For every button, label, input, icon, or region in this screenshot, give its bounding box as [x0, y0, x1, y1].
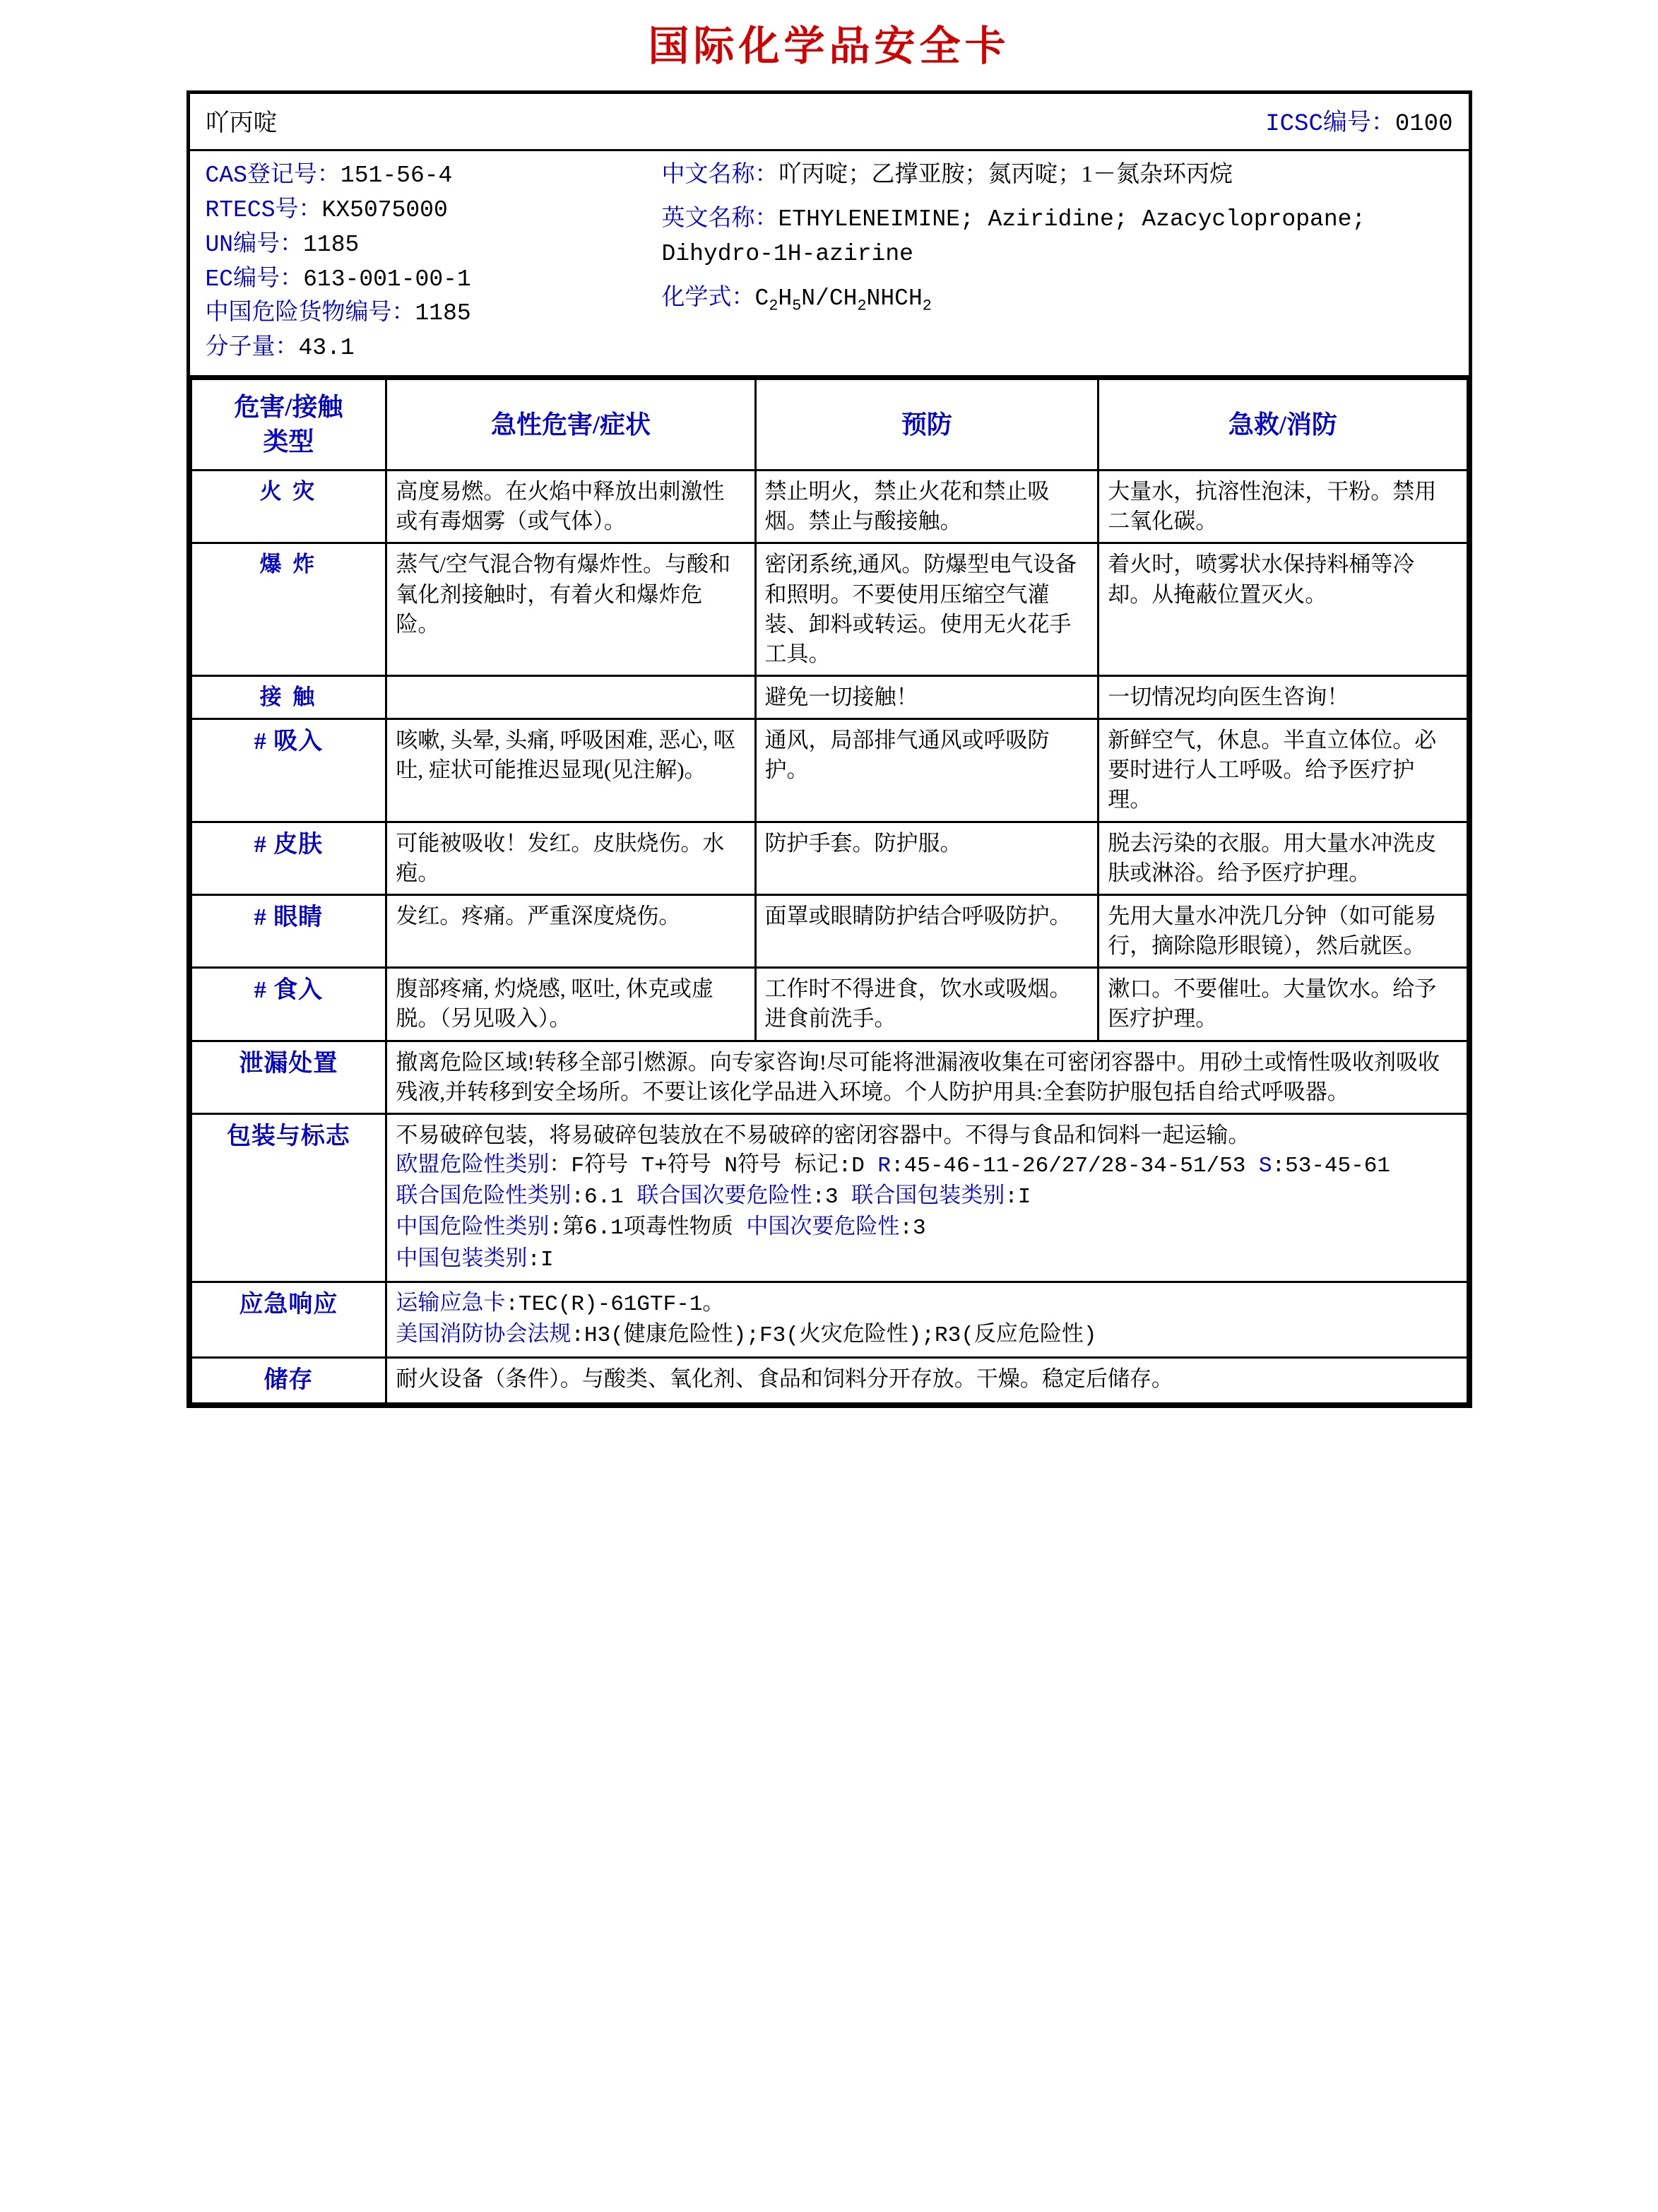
english-name-row: [662, 202, 1456, 271]
icsc-card: [186, 90, 1472, 1408]
identifier-block: [190, 151, 1469, 378]
segment: 运输应急卡: [396, 1291, 506, 1317]
cell-inhalation-firstaid: 新鲜空气，休息。半直立体位。必要时进行人工呼吸。给予医疗护理。: [1099, 719, 1467, 822]
cell-ingestion-acute: 腹部疼痛, 灼烧感, 呕吐, 休克或虚脱。（另见吸入）。: [386, 968, 755, 1041]
row-label-ingestion: # 食入: [191, 968, 386, 1041]
cell-ingestion-firstaid: 漱口。不要催吐。大量饮水。给予医疗护理。: [1099, 968, 1467, 1041]
packaging-line-un: [396, 1183, 1457, 1212]
cell-explosion-acute: 蒸气/空气混合物有爆炸性。与酸和氧化剂接触时，有着火和爆炸危险。: [386, 543, 755, 676]
row-label-explosion: 爆 炸: [191, 543, 386, 676]
segment: :53-45-61: [1272, 1154, 1390, 1179]
row-label-skin: # 皮肤: [191, 822, 386, 894]
cell-eyes-acute: 发红。疼痛。严重深度烧伤。: [386, 894, 755, 967]
row-label-packaging: 包装与标志: [191, 1113, 386, 1282]
page-title: 国际化学品安全卡: [648, 22, 1010, 70]
formula-value: [754, 285, 932, 315]
id-row-rtecs: [206, 193, 649, 227]
segment: :I: [1005, 1185, 1031, 1210]
segment: 中国次要危险性: [746, 1216, 900, 1241]
formula-part: H: [778, 285, 793, 312]
cn-goods-value: 1185: [415, 300, 471, 327]
table-row-packaging: [191, 1113, 1467, 1282]
cell-fire-acute: 高度易燃。在火焰中释放出刺激性或有毒烟雾（或气体）。: [386, 471, 755, 543]
cell-fire-prevention: 禁止明火，禁止火花和禁止吸烟。禁止与酸接触。: [755, 471, 1099, 543]
cell-explosion-firstaid: 着火时，喷雾状水保持料桶等冷却。从掩蔽位置灭火。: [1099, 543, 1467, 676]
icsc-page: [0, 13, 1658, 1408]
row-label-inhalation: # 吸入: [191, 719, 386, 822]
segment: 中国包装类别: [396, 1247, 528, 1272]
segment: 联合国危险性类别: [396, 1185, 572, 1210]
chinese-name-row: [662, 158, 1456, 192]
rtecs-value: KX5075000: [321, 196, 448, 223]
id-row-cas: [206, 158, 649, 193]
icsc-number: 0100: [1395, 111, 1453, 138]
card-header: [190, 94, 1469, 151]
formula-sub: 2: [922, 297, 932, 315]
header-hazard-type: [191, 379, 386, 471]
segment: S: [1258, 1154, 1272, 1179]
row-label-spill: 泄漏处置: [191, 1041, 386, 1113]
hazard-table: [190, 378, 1469, 1404]
segment: 美国消防协会法规: [396, 1323, 572, 1348]
row-label-exposure: 接 触: [191, 676, 386, 719]
cell-packaging: [386, 1113, 1467, 1282]
header-acute: 急性危害/症状: [386, 379, 755, 471]
segment: :3: [812, 1185, 852, 1210]
packaging-intro: 不易破碎包装，将易破碎包装放在不易破碎的密闭容器中。不得与食品和饲料一起运输。: [396, 1122, 1250, 1147]
segment: R: [877, 1154, 892, 1179]
table-row: [191, 822, 1467, 894]
icsc-label: ICSC编号：: [1265, 111, 1395, 138]
segment: :3: [899, 1216, 926, 1241]
identifier-list: [190, 151, 649, 375]
chinese-name-value: 吖丙啶；乙撑亚胺；氮丙啶；1－氮杂环丙烷: [778, 162, 1233, 187]
packaging-line-cn: [396, 1214, 1457, 1243]
header-firstaid: 急救/消防: [1099, 379, 1467, 471]
ec-label: EC编号：: [205, 266, 304, 292]
emergency-line-transport: [396, 1290, 1457, 1320]
mw-label: 分子量：: [205, 335, 299, 362]
packaging-line-cn-pack: [396, 1246, 1457, 1275]
row-label-eyes: # 眼睛: [191, 894, 386, 967]
cell-exposure-prevention: 避免一切接触！: [755, 676, 1099, 719]
id-row-un: [206, 227, 649, 262]
rtecs-label: RTECS号：: [205, 196, 322, 223]
segment: 欧盟危险性类别: [396, 1154, 550, 1179]
header-prevention: 预防: [755, 379, 1099, 471]
segment: 联合国次要危险性: [636, 1185, 812, 1210]
table-row: [191, 543, 1467, 676]
segment: 联合国包装类别: [851, 1185, 1005, 1210]
un-value: 1185: [303, 231, 360, 258]
table-header-row: [191, 379, 1467, 471]
cell-explosion-prevention: 密闭系统,通风。防爆型电气设备和照明。不要使用压缩空气灌装、卸料或转运。使用无火花手工具。: [755, 543, 1099, 676]
cell-skin-firstaid: 脱去污染的衣服。用大量水冲洗皮肤或淋浴。给予医疗护理。: [1099, 822, 1467, 894]
table-row-storage: [191, 1357, 1467, 1403]
formula-label: 化学式：: [661, 284, 755, 310]
row-label-fire: 火 灾: [191, 471, 386, 543]
icsc-number-block: [1265, 102, 1452, 138]
table-row: [191, 894, 1467, 967]
cas-value: 151-56-4: [340, 162, 453, 189]
formula-part: NHCH: [866, 285, 923, 312]
cell-eyes-prevention: 面罩或眼睛防护结合呼吸防护。: [755, 894, 1099, 967]
packaging-line-eu: [396, 1152, 1457, 1181]
name-list: [649, 151, 1469, 375]
chinese-name-label: 中文名称：: [661, 162, 778, 187]
segment: :45-46-11-26/27/28-34-51/53: [891, 1154, 1259, 1179]
cell-ingestion-prevention: 工作时不得进食，饮水或吸烟。进食前洗手。: [755, 968, 1099, 1041]
cell-exposure-acute: [386, 676, 755, 719]
row-label-emergency: 应急响应: [191, 1282, 386, 1357]
cell-spill-text: 撤离危险区域!转移全部引燃源。向专家咨询!尽可能将泄漏液收集在可密闭容器中。用砂土或惰性吸收剂吸收残液,并转移到安全场所。不要让该化学品进入环境。个人防护用具:全套防护服包括自给式呼吸器。: [386, 1041, 1467, 1113]
segment: :I: [527, 1247, 554, 1272]
segment: :H3(健康危险性);F3(火灾危险性);R3(反应危险性): [571, 1323, 1097, 1348]
table-row: [191, 676, 1467, 719]
formula-part: C: [754, 285, 769, 312]
cell-emergency: [386, 1282, 1467, 1357]
table-row: [191, 719, 1467, 822]
id-row-ec: [206, 262, 649, 297]
id-row-mw: [206, 331, 649, 365]
id-row-cn-goods: [206, 296, 649, 331]
segment: :6.1: [571, 1185, 637, 1210]
formula-sub: 2: [857, 297, 867, 315]
table-row: [191, 968, 1467, 1041]
segment: :第6.1项毒性物质: [549, 1216, 747, 1241]
cell-storage-text: 耐火设备（条件）。与酸类、氧化剂、食品和饲料分开存放。干燥。稳定后储存。: [386, 1357, 1467, 1403]
segment: ：F符号 T+符号 N符号 标记:D: [549, 1154, 878, 1179]
formula-sub: 5: [792, 297, 802, 315]
substance-name: 吖丙啶: [205, 110, 278, 136]
formula-sub: 2: [769, 297, 778, 315]
cell-inhalation-acute: 咳嗽, 头晕, 头痛, 呼吸困难, 恶心, 呕吐, 症状可能推迟显现(见注解)。: [386, 719, 755, 822]
emergency-line-nfpa: [396, 1321, 1457, 1351]
table-row-spill: [191, 1041, 1467, 1113]
table-row: [191, 471, 1467, 543]
cn-goods-label: 中国危险货物编号：: [205, 300, 415, 327]
table-row-emergency: [191, 1282, 1467, 1357]
ec-value: 613-001-00-1: [303, 266, 471, 292]
formula-row: [662, 281, 1456, 317]
english-name-label: 英文名称：: [661, 205, 778, 231]
cell-eyes-firstaid: 先用大量水冲洗几分钟（如可能易行，摘除隐形眼镜），然后就医。: [1099, 894, 1467, 967]
cas-label: CAS登记号：: [205, 162, 341, 189]
header-hazard-type-line1: 危害/接触: [234, 393, 343, 422]
cell-skin-acute: 可能被吸收！发红。皮肤烧伤。水疱。: [386, 822, 755, 894]
cell-exposure-firstaid: 一切情况均向医生咨询！: [1099, 676, 1467, 719]
header-hazard-type-line2: 类型: [263, 427, 314, 456]
cell-fire-firstaid: 大量水，抗溶性泡沫，干粉。禁用二氧化碳。: [1099, 471, 1467, 543]
english-name-value: ETHYLENEIMINE; Aziridine; Azacyclopropane; Dihydro-1H-azirine: [661, 206, 1366, 267]
segment: 中国危险性类别: [396, 1216, 550, 1241]
mw-value: 43.1: [298, 335, 355, 362]
cell-inhalation-prevention: 通风，局部排气通风或呼吸防护。: [755, 719, 1099, 822]
un-label: UN编号：: [205, 231, 304, 258]
formula-part: N/CH: [801, 285, 858, 312]
row-label-storage: 储存: [191, 1357, 386, 1403]
cell-skin-prevention: 防护手套。防护服。: [755, 822, 1099, 894]
segment: :TEC(R)-61GTF-1。: [505, 1291, 725, 1317]
